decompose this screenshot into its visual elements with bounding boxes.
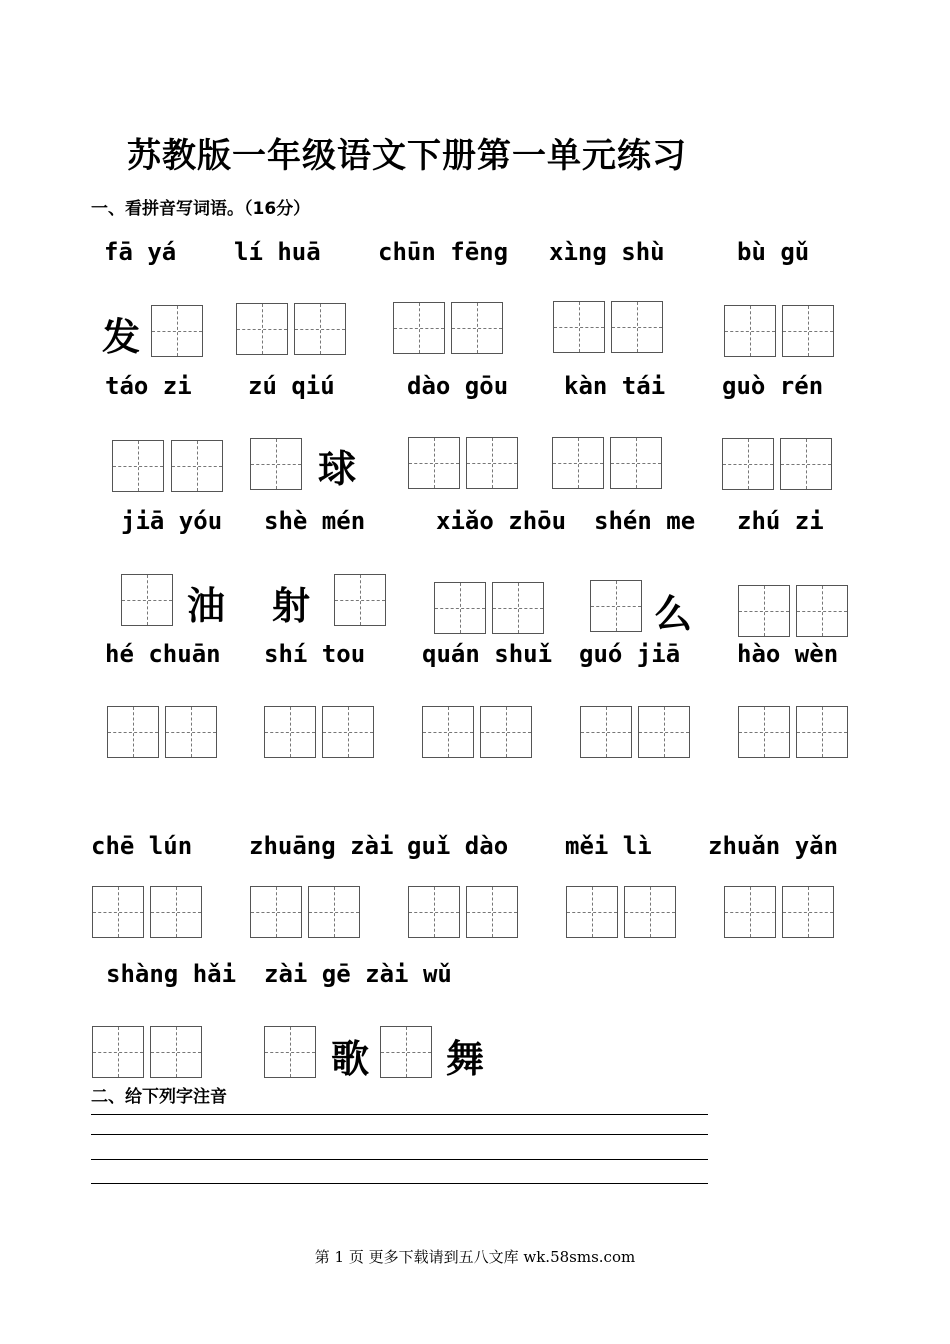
writing-box[interactable] bbox=[780, 438, 832, 490]
given-character: 球 bbox=[318, 447, 357, 491]
writing-box[interactable] bbox=[171, 440, 223, 492]
pinyin: zhuǎn yǎn bbox=[708, 832, 839, 860]
writing-box[interactable] bbox=[92, 886, 144, 938]
writing-box[interactable] bbox=[112, 440, 164, 492]
writing-box[interactable] bbox=[165, 706, 217, 758]
writing-box[interactable] bbox=[624, 886, 676, 938]
writing-box[interactable] bbox=[552, 437, 604, 489]
writing-box[interactable] bbox=[150, 1026, 202, 1078]
pinyin: lí huā bbox=[234, 238, 321, 266]
answer-line[interactable] bbox=[91, 1159, 708, 1160]
answer-line[interactable] bbox=[91, 1183, 708, 1184]
writing-box[interactable] bbox=[264, 706, 316, 758]
pinyin: zhuāng zài bbox=[249, 832, 394, 860]
pinyin: zài gē zài wǔ bbox=[264, 960, 452, 988]
writing-box[interactable] bbox=[250, 438, 302, 490]
given-character: 发 bbox=[102, 315, 141, 359]
writing-box[interactable] bbox=[796, 706, 848, 758]
writing-box[interactable] bbox=[151, 305, 203, 357]
pinyin: měi lì bbox=[565, 832, 652, 860]
pinyin: jiā yóu bbox=[121, 507, 223, 535]
writing-box[interactable] bbox=[492, 582, 544, 634]
pinyin: quán shuǐ bbox=[422, 640, 553, 668]
pinyin: hào wèn bbox=[737, 640, 839, 668]
given-character: 么 bbox=[654, 592, 693, 636]
writing-box[interactable] bbox=[466, 437, 518, 489]
writing-box[interactable] bbox=[250, 886, 302, 938]
pinyin: shè mén bbox=[264, 507, 366, 535]
pinyin: guǐ dào bbox=[407, 832, 509, 860]
writing-box[interactable] bbox=[590, 580, 642, 632]
writing-box[interactable] bbox=[580, 706, 632, 758]
pinyin: chūn fēng bbox=[378, 238, 509, 266]
writing-box[interactable] bbox=[294, 303, 346, 355]
writing-box[interactable] bbox=[107, 706, 159, 758]
given-character: 歌 bbox=[331, 1037, 370, 1081]
writing-box[interactable] bbox=[466, 886, 518, 938]
writing-box[interactable] bbox=[408, 886, 460, 938]
writing-box[interactable] bbox=[796, 585, 848, 637]
pinyin: zú qiú bbox=[248, 372, 335, 400]
pinyin: xiǎo zhōu bbox=[436, 507, 567, 535]
answer-line[interactable] bbox=[91, 1114, 708, 1115]
writing-box[interactable] bbox=[393, 302, 445, 354]
writing-box[interactable] bbox=[334, 574, 386, 626]
page-title: 苏教版一年级语文下册第一单元练习 bbox=[127, 136, 687, 176]
writing-box[interactable] bbox=[738, 706, 790, 758]
pinyin: shén me bbox=[594, 507, 696, 535]
pinyin: guò rén bbox=[722, 372, 824, 400]
writing-box[interactable] bbox=[434, 582, 486, 634]
answer-line[interactable] bbox=[91, 1134, 708, 1135]
writing-box[interactable] bbox=[782, 886, 834, 938]
writing-box[interactable] bbox=[782, 305, 834, 357]
pinyin: fā yá bbox=[104, 238, 177, 266]
writing-box[interactable] bbox=[724, 305, 776, 357]
writing-box[interactable] bbox=[422, 706, 474, 758]
writing-box[interactable] bbox=[724, 886, 776, 938]
section-1-heading: 一、看拼音写词语。（16分） bbox=[91, 199, 311, 219]
given-character: 油 bbox=[187, 584, 226, 628]
writing-box[interactable] bbox=[480, 706, 532, 758]
writing-box[interactable] bbox=[738, 585, 790, 637]
writing-box[interactable] bbox=[610, 437, 662, 489]
page-footer: 第 1 页 更多下载请到五八文库 wk.58sms.com bbox=[314, 1248, 636, 1266]
writing-box[interactable] bbox=[308, 886, 360, 938]
pinyin: xìng shù bbox=[549, 238, 665, 266]
pinyin: shàng hǎi bbox=[106, 960, 237, 988]
writing-box[interactable] bbox=[322, 706, 374, 758]
pinyin: dào gōu bbox=[407, 372, 509, 400]
writing-box[interactable] bbox=[638, 706, 690, 758]
given-character: 舞 bbox=[446, 1037, 485, 1081]
writing-box[interactable] bbox=[451, 302, 503, 354]
writing-box[interactable] bbox=[121, 574, 173, 626]
writing-box[interactable] bbox=[236, 303, 288, 355]
writing-box[interactable] bbox=[553, 301, 605, 353]
writing-box[interactable] bbox=[92, 1026, 144, 1078]
pinyin: kàn tái bbox=[564, 372, 666, 400]
pinyin: táo zi bbox=[105, 372, 192, 400]
writing-box[interactable] bbox=[408, 437, 460, 489]
writing-box[interactable] bbox=[380, 1026, 432, 1078]
pinyin: chē lún bbox=[91, 832, 193, 860]
writing-box[interactable] bbox=[611, 301, 663, 353]
given-character: 射 bbox=[272, 584, 311, 628]
pinyin: hé chuān bbox=[105, 640, 221, 668]
pinyin: bù gǔ bbox=[737, 238, 810, 266]
pinyin: guó jiā bbox=[579, 640, 681, 668]
pinyin: zhú zi bbox=[737, 507, 824, 535]
pinyin: shí tou bbox=[264, 640, 366, 668]
writing-box[interactable] bbox=[722, 438, 774, 490]
writing-box[interactable] bbox=[264, 1026, 316, 1078]
section-2-heading: 二、给下列字注音 bbox=[91, 1087, 227, 1107]
writing-box[interactable] bbox=[566, 886, 618, 938]
writing-box[interactable] bbox=[150, 886, 202, 938]
